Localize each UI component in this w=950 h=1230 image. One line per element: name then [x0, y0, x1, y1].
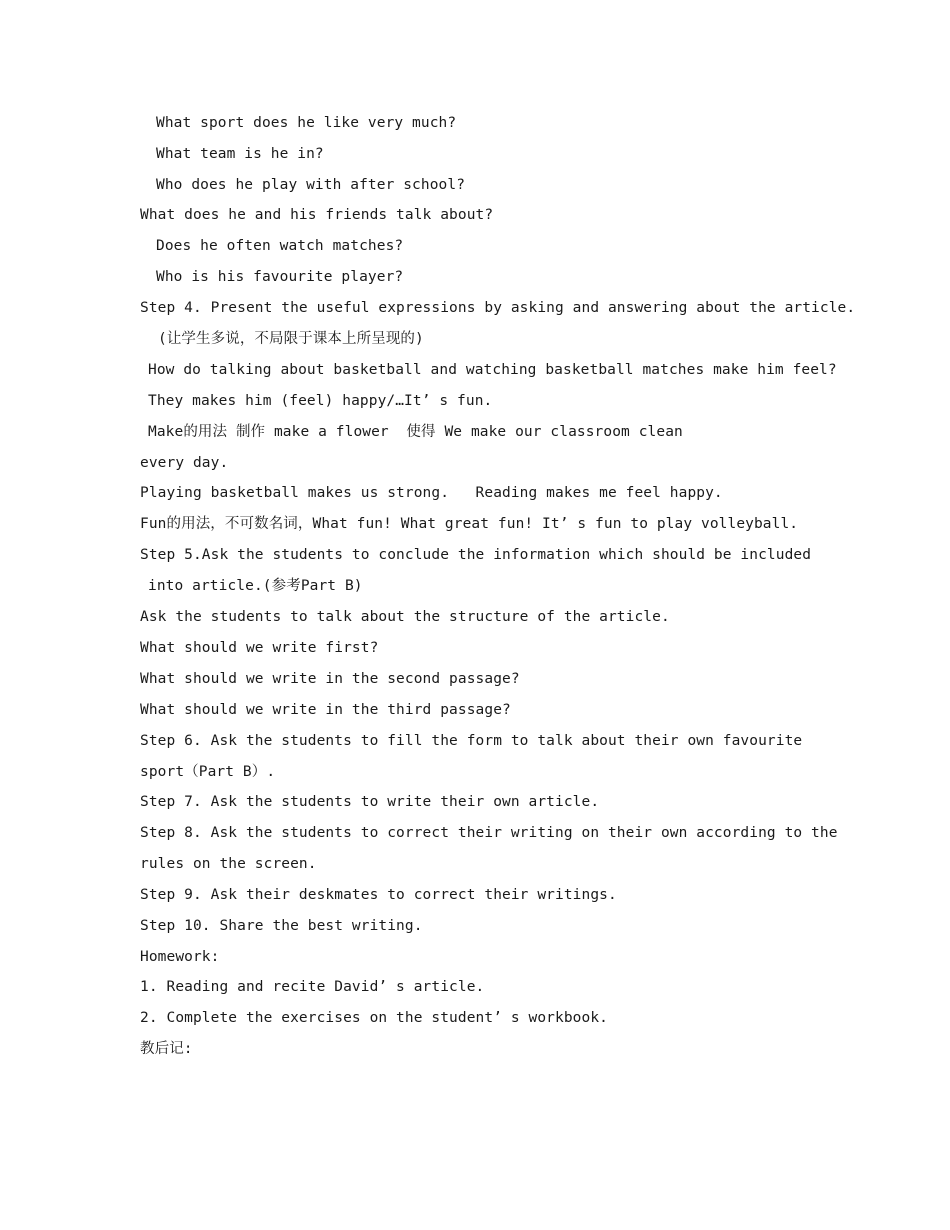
expression-line: They makes him (feel) happy/…It’ s fun. — [148, 393, 493, 409]
question-line: What should we write first? — [140, 640, 379, 656]
question-line: What sport does he like very much? — [156, 115, 457, 131]
question-line: Who is his favourite player? — [156, 269, 404, 285]
step-6-line: Step 6. Ask the students to fill the form to talk about their own favourite — [140, 733, 803, 749]
step-7-line: Step 7. Ask the students to write their own article. — [140, 794, 600, 810]
homework-heading: Homework: — [140, 949, 220, 965]
text-line: Playing basketball makes us strong. Reading makes me feel happy. — [140, 485, 723, 501]
homework-item: 2. Complete the exercises on the student’ s workbook. — [140, 1010, 608, 1026]
text-line: rules on the screen. — [140, 856, 317, 872]
note-line: (让学生多说，不局限于课本上所呈现的) — [158, 331, 424, 347]
text-line: Ask the students to talk about the structure of the article. — [140, 609, 670, 625]
question-line: What should we write in the second passage? — [140, 671, 520, 687]
step-8-line: Step 8. Ask the students to correct their writing on their own according to the — [140, 825, 838, 841]
step-10-line: Step 10. Share the best writing. — [140, 918, 423, 934]
text-line: sport（Part B）. — [140, 764, 276, 780]
homework-item: 1. Reading and recite David’ s article. — [140, 979, 485, 995]
text-line: into article.(参考Part B) — [148, 578, 363, 594]
step-5-line: Step 5.Ask the students to conclude the information which should be included — [140, 547, 812, 563]
question-line: Does he often watch matches? — [156, 238, 404, 254]
question-line: What should we write in the third passage? — [140, 702, 511, 718]
fun-usage-line: Fun的用法，不可数名词，What fun! What great fun! It’ s fun to play volleyball. — [140, 516, 799, 532]
step-4-line: Step 4. Present the useful expressions by asking and answering about the article. — [140, 300, 856, 316]
reflection-heading: 教后记: — [140, 1041, 193, 1057]
expression-line: How do talking about basketball and watching basketball matches make him feel? — [148, 362, 837, 378]
text-line: every day. — [140, 455, 229, 471]
question-line: What does he and his friends talk about? — [140, 207, 494, 223]
question-line: Who does he play with after school? — [156, 177, 466, 193]
step-9-line: Step 9. Ask their deskmates to correct their writings. — [140, 887, 617, 903]
make-usage-line: Make的用法 制作 make a flower 使得 We make our classroom clean — [148, 424, 683, 440]
question-line: What team is he in? — [156, 146, 324, 162]
